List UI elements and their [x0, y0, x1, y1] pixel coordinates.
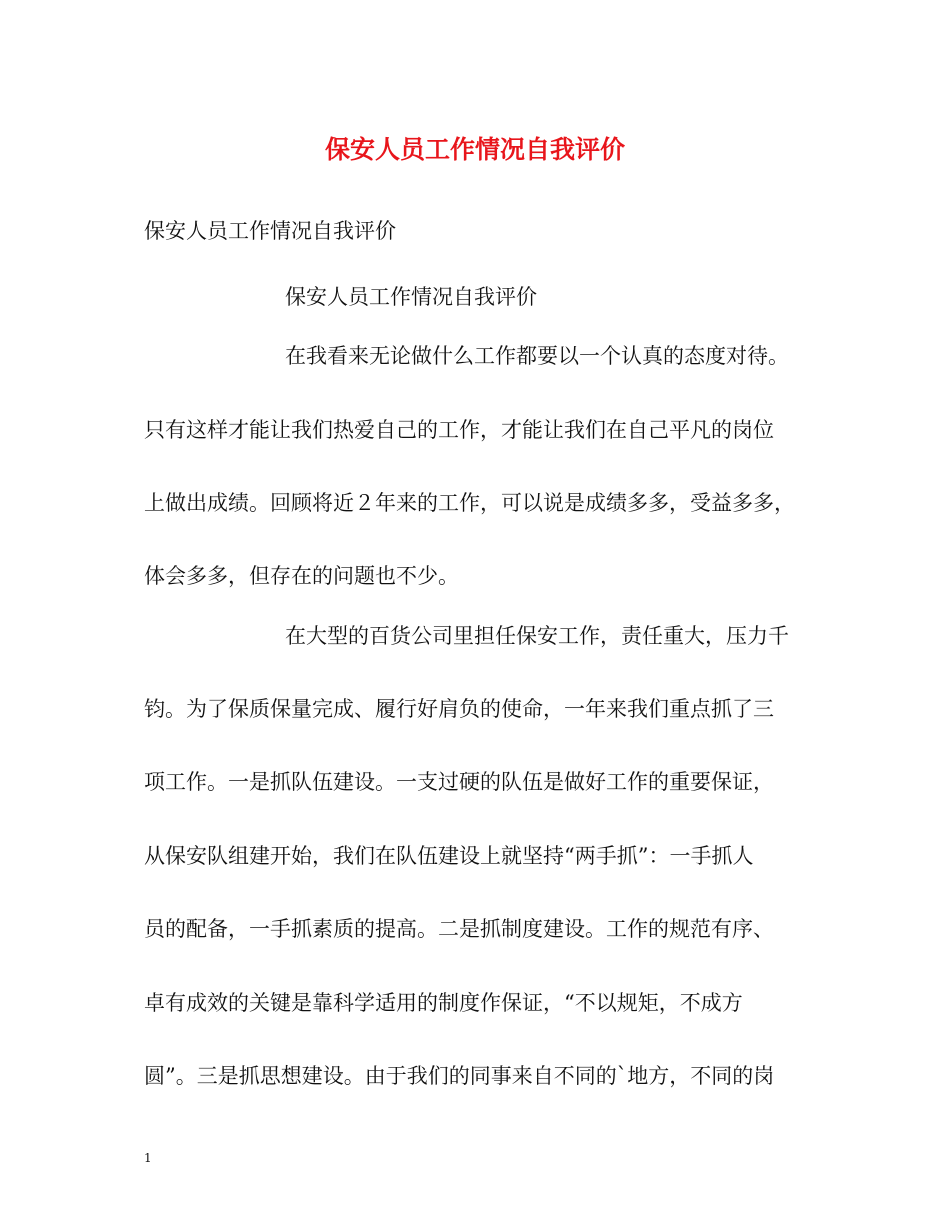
text-line: 钧。为了保质保量完成、履行好肩负的使命，一年来我们重点抓了三: [144, 697, 774, 721]
document-title: 保安人员工作情况自我评价: [324, 135, 625, 164]
text-line: 员的配备，一手抓素质的提高。二是抓制度建设。工作的规范有序、: [144, 917, 774, 941]
text-line-heading: 保安人员工作情况自我评价: [285, 285, 537, 309]
text-line: 圆”。三是抓思想建设。由于我们的同事来自不同的`地方，不同的岗: [144, 1064, 775, 1088]
text-line: 只有这样才能让我们热爱自己的工作，才能让我们在自己平凡的岗位: [144, 418, 774, 442]
text-line: 体会多多，但存在的问题也不少。: [144, 564, 459, 588]
text-line: 项工作。一是抓队伍建设。一支过硬的队伍是做好工作的重要保证，: [144, 770, 774, 794]
text-line: 在我看来无论做什么工作都要以一个认真的态度对待。: [285, 344, 789, 368]
text-line: 在大型的百货公司里担任保安工作，责任重大，压力千: [285, 624, 789, 648]
text-line: 从保安队组建开始，我们在队伍建设上就坚持“两手抓”：一手抓人: [144, 844, 754, 868]
text-line-subtitle: 保安人员工作情况自我评价: [144, 219, 396, 243]
page-number: 1: [144, 1151, 152, 1165]
text-line: 上做出成绩。回顾将近２年来的工作，可以说是成绩多多，受益多多，: [144, 491, 795, 515]
text-line: 卓有成效的关键是靠科学适用的制度作保证，“不以规矩，不成方: [144, 991, 743, 1015]
